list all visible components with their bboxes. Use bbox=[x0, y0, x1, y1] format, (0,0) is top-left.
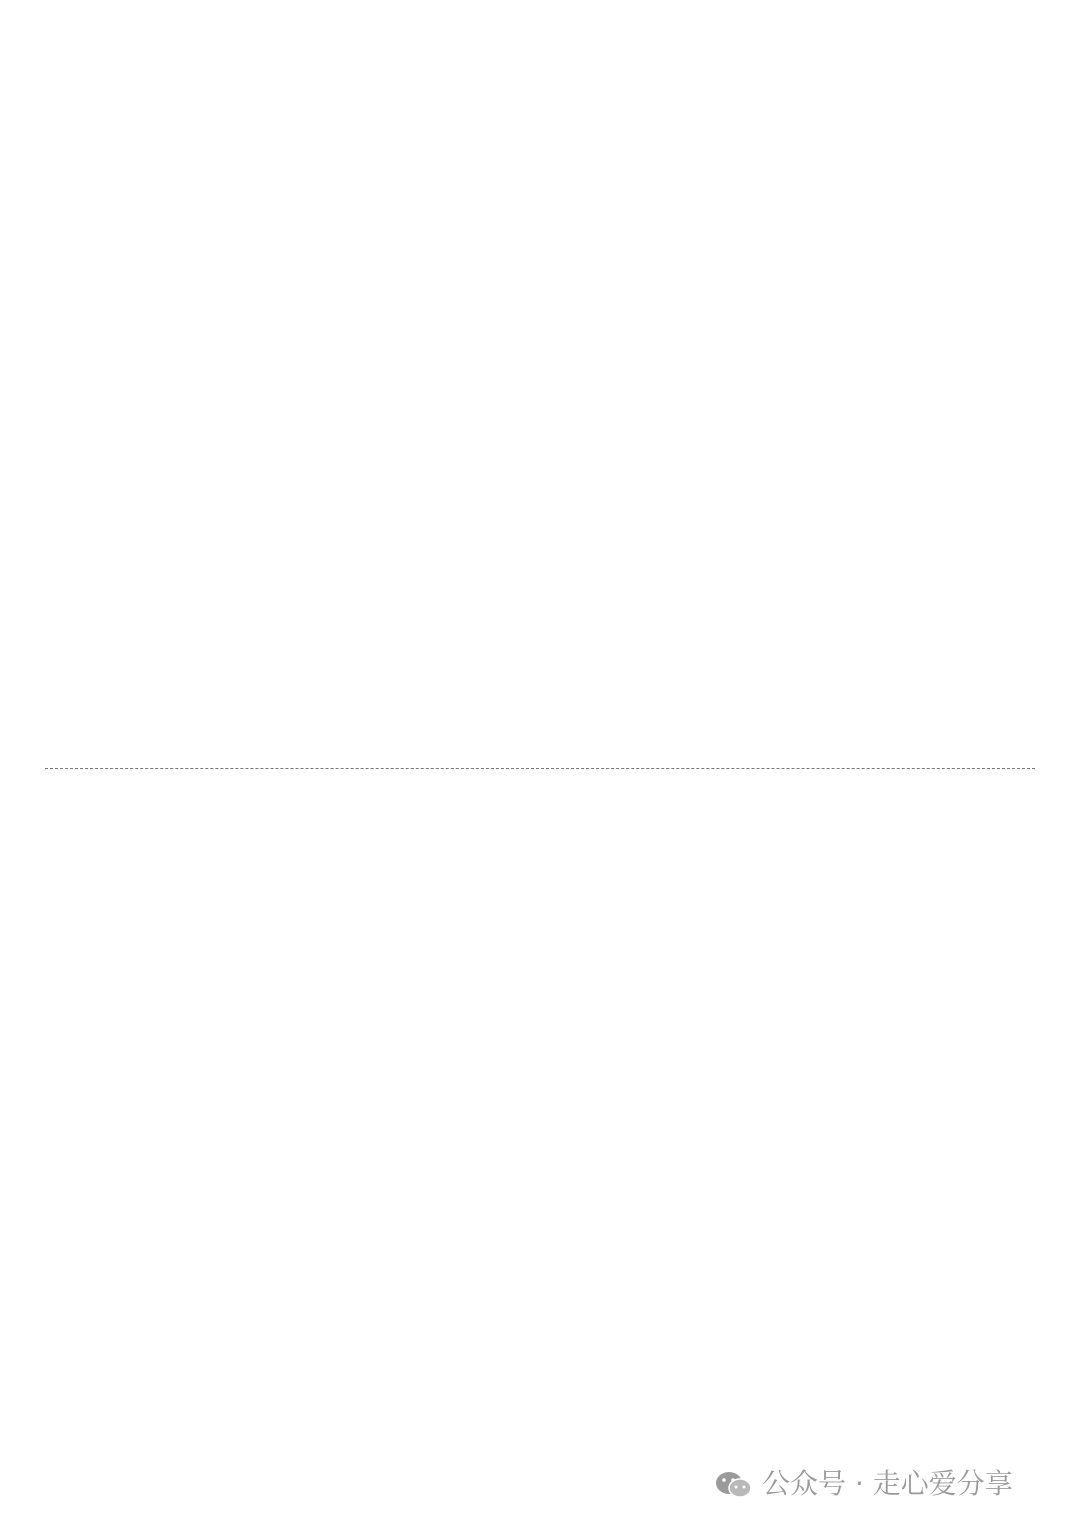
watermark: 公众号 · 走心爱分享 bbox=[714, 1462, 1013, 1502]
cut-line-divider bbox=[45, 768, 1035, 769]
wechat-icon bbox=[714, 1470, 754, 1500]
